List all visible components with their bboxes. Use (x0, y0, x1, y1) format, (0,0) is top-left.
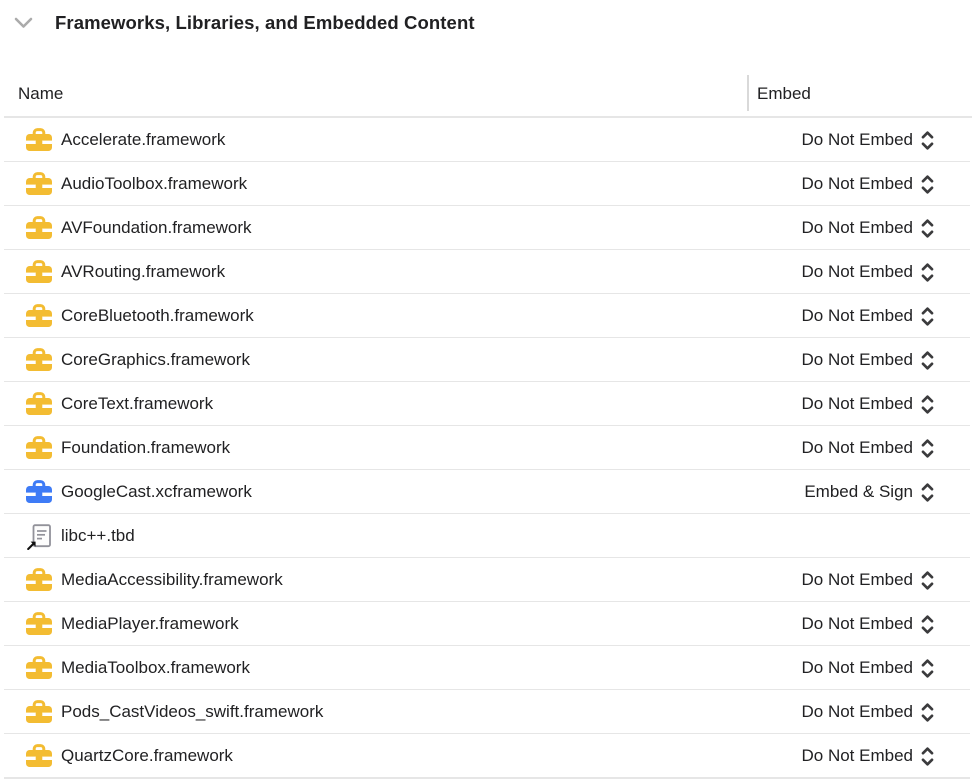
stepper-icon (920, 130, 935, 151)
text-document-reference-icon (26, 523, 52, 549)
stepper-icon (920, 350, 935, 371)
embed-value: Do Not Embed (801, 262, 913, 281)
stepper-icon (920, 306, 935, 327)
section-title: Frameworks, Libraries, and Embedded Content (55, 12, 475, 33)
table-row[interactable] (0, 118, 972, 162)
stepper-icon (920, 658, 935, 679)
row-name: CoreGraphics.framework (61, 350, 250, 369)
table-row[interactable] (0, 162, 972, 206)
stepper-icon (920, 614, 935, 635)
table-row[interactable] (0, 250, 972, 294)
embed-select[interactable] (802, 570, 972, 591)
stepper-icon (920, 482, 935, 503)
stepper-icon (920, 218, 935, 239)
framework-icon-yellow (26, 171, 52, 197)
framework-icon-yellow (26, 743, 52, 769)
embed-value: Do Not Embed (801, 746, 913, 765)
embed-value: Do Not Embed (801, 218, 913, 237)
row-name: CoreBluetooth.framework (61, 306, 254, 325)
stepper-icon (920, 702, 935, 723)
framework-icon-yellow (26, 435, 52, 461)
embed-value: Do Not Embed (801, 306, 913, 325)
embed-value: Embed & Sign (804, 482, 913, 501)
row-name: AVFoundation.framework (61, 218, 252, 237)
framework-icon-yellow (26, 567, 52, 593)
framework-table-body (0, 118, 972, 778)
embed-select[interactable] (802, 658, 972, 679)
embed-select[interactable] (802, 218, 972, 239)
table-column-header (0, 70, 972, 118)
table-row[interactable] (0, 382, 972, 426)
embed-select[interactable] (802, 174, 972, 195)
embed-value: Do Not Embed (801, 702, 913, 721)
table-row[interactable] (0, 646, 972, 690)
embed-select[interactable] (804, 482, 972, 503)
embed-value: Do Not Embed (801, 394, 913, 413)
table-row[interactable] (0, 338, 972, 382)
row-name: QuartzCore.framework (61, 746, 233, 765)
stepper-icon (920, 570, 935, 591)
embed-select[interactable] (802, 746, 972, 767)
framework-icon-yellow (26, 611, 52, 637)
row-name: CoreText.framework (61, 394, 214, 413)
embed-select[interactable] (802, 438, 972, 459)
framework-icon-yellow (26, 347, 52, 373)
table-row[interactable] (0, 558, 972, 602)
embed-select[interactable] (802, 130, 972, 151)
table-row[interactable] (0, 514, 972, 558)
column-header-name: Name (18, 84, 64, 103)
row-name: MediaAccessibility.framework (61, 570, 283, 589)
chevron-down-icon[interactable] (14, 17, 33, 29)
framework-icon-yellow (26, 215, 52, 241)
stepper-icon (920, 394, 935, 415)
column-divider[interactable] (747, 75, 749, 111)
row-name: GoogleCast.xcframework (61, 482, 252, 501)
table-row[interactable] (0, 690, 972, 734)
stepper-icon (920, 262, 935, 283)
embed-value: Do Not Embed (801, 570, 913, 589)
row-name: Foundation.framework (61, 438, 231, 457)
framework-icon-yellow (26, 303, 52, 329)
embed-value: Do Not Embed (801, 350, 913, 369)
framework-icon-yellow (26, 127, 52, 153)
row-name: AudioToolbox.framework (61, 174, 248, 193)
framework-icon-yellow (26, 655, 52, 681)
row-name: Accelerate.framework (61, 130, 226, 149)
embed-value: Do Not Embed (801, 174, 913, 193)
table-row[interactable] (0, 294, 972, 338)
embed-value: Do Not Embed (801, 438, 913, 457)
embed-select[interactable] (802, 614, 972, 635)
table-row[interactable] (0, 426, 972, 470)
framework-icon-yellow (26, 699, 52, 725)
column-header-embed: Embed (757, 84, 811, 103)
embed-select[interactable] (802, 350, 972, 371)
row-name: AVRouting.framework (61, 262, 226, 281)
table-row[interactable] (0, 602, 972, 646)
row-name: Pods_CastVideos_swift.framework (61, 702, 324, 721)
embed-select[interactable] (802, 262, 972, 283)
embed-value: Do Not Embed (801, 614, 913, 633)
stepper-icon (920, 174, 935, 195)
stepper-icon (920, 746, 935, 767)
row-name: MediaToolbox.framework (61, 658, 250, 677)
embed-value: Do Not Embed (801, 130, 913, 149)
table-row[interactable] (0, 734, 972, 778)
framework-icon-blue (26, 479, 52, 505)
embed-value: Do Not Embed (801, 658, 913, 677)
embed-select[interactable] (802, 702, 972, 723)
section-header (0, 0, 972, 46)
row-name: MediaPlayer.framework (61, 614, 239, 633)
table-row[interactable] (0, 206, 972, 250)
stepper-icon (920, 438, 935, 459)
row-name: libc++.tbd (61, 526, 135, 545)
embed-select[interactable] (802, 306, 972, 327)
embed-select[interactable] (802, 394, 972, 415)
table-row[interactable] (0, 470, 972, 514)
framework-icon-yellow (26, 259, 52, 285)
framework-icon-yellow (26, 391, 52, 417)
